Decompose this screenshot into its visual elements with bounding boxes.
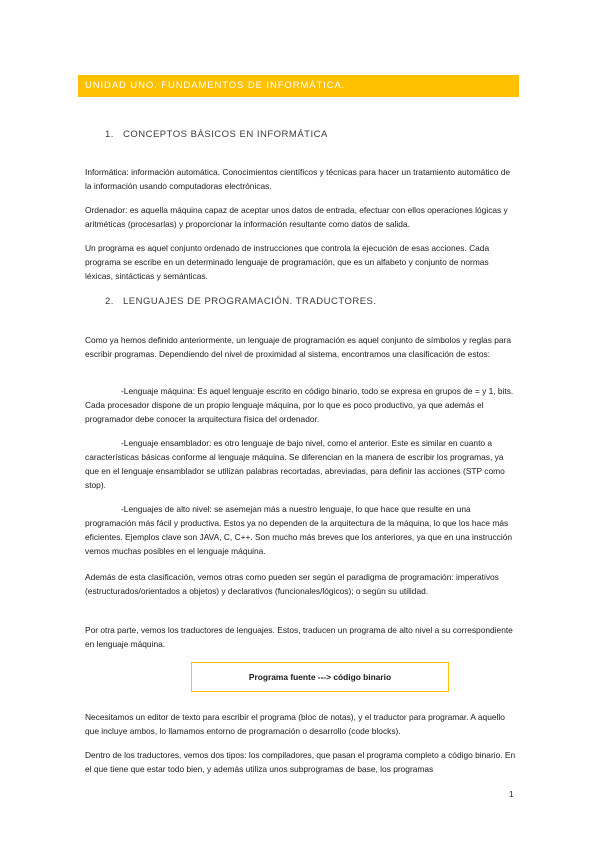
section-heading-2 <box>105 296 377 307</box>
paragraph-programa: Un programa es aquel conjunto ordenado de instrucciones que controla la ejecución de esas acciones. Cada programa se escribe en un determinado lenguaje de programación, que es un alfabeto y conjunto de normas léxicas, sintácticas y semánticas. <box>85 243 490 281</box>
unit-title-banner: UNIDAD UNO. FUNDAMENTOS DE INFORMÁTICA. <box>78 75 519 97</box>
section-heading-1 <box>105 129 328 140</box>
paragraph-lenguaje-ensamblador: -Lenguaje ensamblador: es otro lenguaje de bajo nivel, como el anterior. Este es similar en cuanto a características básicas conforme al lenguaje máquina. Se diferencian en la manera de escribir los programas, ya que en el lenguaje ensamblador se utilizan palabras recortadas, abreviadas, para definir las acciones (STP como stop). <box>85 438 505 490</box>
paragraph-clasificacion: Además de esta clasificación, vemos otras como pueden ser según el paradigma de programación: imperativos (estructurados/orientados a objetos) y declarativos (funcionales/lógicos); o según su utilidad. <box>85 572 499 596</box>
paragraph-lenguaje-intro: Como ya hemos definido anteriormente, un lenguaje de programación es aquel conjunto de símbolos y reglas para escribir programas. Dependiendo del nivel de proximidad al sistema, encontramos una clasificación de estos: <box>85 335 511 359</box>
section-title: LENGUAJES DE PROGRAMACIÓN. TRADUCTORES. <box>123 296 377 307</box>
formula-box: Programa fuente ---> código binario <box>191 662 449 692</box>
section-title: CONCEPTOS BÁSICOS EN INFORMÁTICA <box>123 129 328 140</box>
page-number: 1 <box>509 790 514 799</box>
section-number: 2. <box>105 296 114 307</box>
paragraph-tipos-traductores: Dentro de los traductores, vemos dos tipos: los compiladores, que pasan el programa completo a código binario. En el que tiene que estar todo bien, y además utiliza unos subprogramas de base, los programas <box>85 750 516 774</box>
paragraph-informatica: Informática: información automática. Conocimientos científicos y técnicas para hacer un tratamiento automático de la información usando computadoras electrónicas. <box>85 167 511 191</box>
paragraph-ordenador: Ordenador: es aquella máquina capaz de aceptar unos datos de entrada, efectuar con ellos operaciones lógicas y aritméticas (procesarlas) y proporcionar la información resultante como datos de salida. <box>85 205 508 229</box>
paragraph-editor: Necesitamos un editor de texto para escribir el programa (bloc de notas), y el traductor para programar. A aquello que incluye ambos, lo llamamos entorno de programación o desarrollo (code blocks). <box>85 712 505 736</box>
paragraph-lenguaje-maquina: -Lenguaje máquina: Es aquel lenguaje escrito en código binario, todo se expresa en grupos de = y 1, bits. Cada procesador dispone de un propio lenguaje máquina, por lo que es poco productivo, ya que además el programador debe conocer la arquitectura física del ordenador. <box>85 386 514 424</box>
paragraph-lenguaje-alto-nivel: -Lenguajes de alto nivel: se asemejan más a nuestro lenguaje, lo que hace que resulte en una programación más fácil y productiva. Estos ya no dependen de la arquitectura de la máquina, lo que los hace más eficientes. Ejemplos clave son JAVA, C, C++. Son mucho más breves que los anteriores, ya que en una instrucción vemos muchas posibles en el lenguaje máquina. <box>85 504 513 556</box>
paragraph-traductores: Por otra parte, vemos los traductores de lenguajes. Estos, traducen un programa de alto nivel a su correspondiente en lenguaje máquina. <box>85 625 513 649</box>
section-number: 1. <box>105 129 114 140</box>
